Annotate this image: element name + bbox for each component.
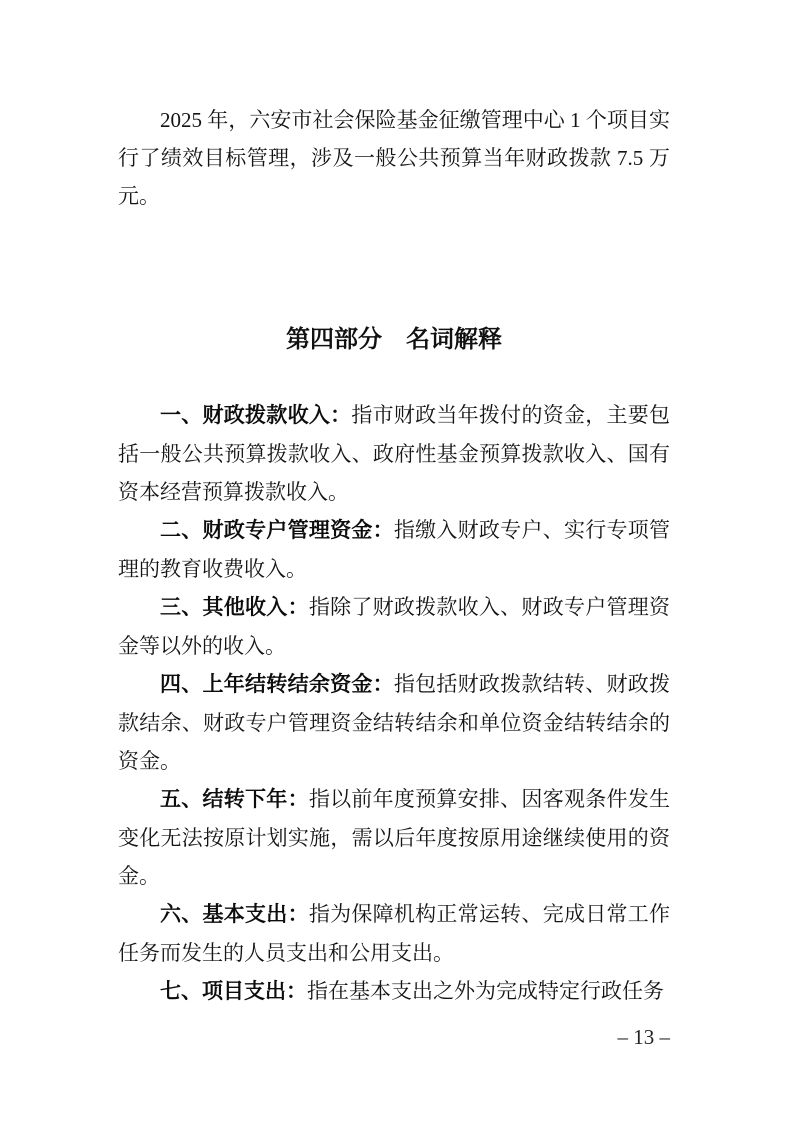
- definition-term: 七、项目支出：: [160, 980, 307, 1003]
- definition-term: 一、财政拨款收入：: [160, 404, 352, 427]
- definition-term: 三、其他收入：: [160, 596, 309, 619]
- definition-item: [118, 972, 670, 1011]
- definition-item: [118, 895, 670, 972]
- definition-item: [118, 511, 670, 588]
- definition-item: [118, 665, 670, 780]
- intro-paragraph: 2025 年，六安市社会保险基金征缴管理中心 1 个项目实行了绩效目标管理，涉及一般公共预算当年财政拨款 7.5 万元。: [118, 108, 670, 208]
- definition-term: 四、上年结转结余资金：: [160, 673, 394, 696]
- definition-term: 五、结转下年：: [160, 788, 309, 811]
- definitions-list: [118, 396, 670, 1011]
- definition-item: [118, 396, 670, 511]
- definition-text: 指在基本支出之外为完成特定行政任务: [307, 979, 664, 1003]
- definition-text: 指除了财政拨款收入、财政专户管理资金等以外的收入。: [118, 595, 671, 658]
- definition-term: 六、基本支出：: [160, 903, 309, 926]
- definition-term: 二、财政专户管理资金：: [160, 519, 394, 542]
- definition-text: 指包括财政拨款结转、财政拨款结余、财政专户管理资金结转结余和单位资金结转结余的资金。: [118, 672, 671, 773]
- definition-item: [118, 780, 670, 895]
- definition-text: 指以前年度预算安排、因客观条件发生变化无法按原计划实施，需以后年度按原用途继续使用的资金。: [118, 787, 671, 888]
- definition-text: 指市财政当年拨付的资金，主要包括一般公共预算拨款收入、政府性基金预算拨款收入、国有资本经营预算拨款收入。: [118, 403, 671, 504]
- definition-text: 指为保障机构正常运转、完成日常工作任务而发生的人员支出和公用支出。: [118, 902, 671, 965]
- definition-item: [118, 588, 670, 665]
- page-number: – 13 –: [617, 1025, 670, 1049]
- definition-text: 指缴入财政专户、实行专项管理的教育收费收入。: [118, 518, 671, 581]
- section-heading: 第四部分 名词解释: [286, 326, 502, 353]
